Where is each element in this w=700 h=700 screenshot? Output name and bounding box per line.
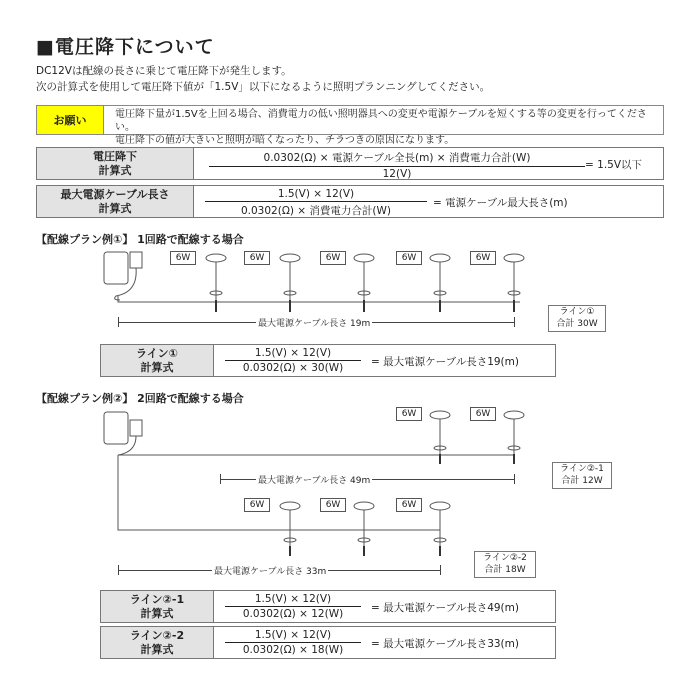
formula-result: = 最大電源ケーブル長さ19(m) (371, 356, 519, 368)
formula-denominator: 12(V) (382, 168, 412, 180)
formula-label (101, 627, 214, 658)
page-title: ■電圧降下について (36, 36, 215, 58)
cable-length-label-1: 最大電源ケーブル長さ 49m (256, 473, 372, 486)
power-supply-icon-1 (104, 252, 142, 300)
watt-label: 6W (396, 407, 422, 421)
watt-label: 6W (244, 251, 270, 265)
line-summary-box (474, 551, 536, 578)
dimension-tick (514, 474, 515, 484)
note-label: お願い (36, 105, 104, 135)
formula-denominator: 0.0302(Ω) × 消費電力合計(W) (240, 205, 391, 217)
formula-label-line-1: ライン① (136, 346, 178, 360)
formula-label-line-1: ライン②-2 (129, 628, 185, 642)
watt-label: 6W (244, 498, 270, 512)
formula-numerator: 0.0302(Ω) × 電源ケーブル全長(m) × 消費電力合計(W) (209, 150, 585, 167)
line-name: ライン②-2 (483, 553, 527, 563)
formula-denominator: 0.0302(Ω) × 30(W) (242, 362, 344, 374)
plan2-formula-1 (100, 590, 556, 623)
power-supply-icon-2 (104, 412, 142, 455)
formula-fraction (225, 593, 361, 620)
intro-line-2: 次の計算式を使用して電圧降下値が「1.5V」以下になるように照明プランニングしてください。 (36, 81, 491, 93)
plan1-cable (118, 296, 520, 302)
line-name: ライン① (559, 307, 595, 317)
formula-label-line-1: 最大電源ケーブル長さ (60, 187, 170, 201)
formula-denominator: 0.0302(Ω) × 12(W) (242, 608, 344, 620)
formula-label (101, 345, 214, 376)
plan2-cable-2 (118, 455, 440, 530)
line-total: 合計 18W (484, 565, 526, 575)
plan1-formula (100, 344, 556, 377)
cable-length-label-2: 最大電源ケーブル長さ 33m (212, 564, 328, 577)
formula-label-line-1: ライン②-1 (129, 592, 185, 606)
formula-result: = 1.5V以下 (585, 159, 643, 171)
formula-numerator: 1.5(V) × 12(V) (225, 347, 361, 361)
line-summary-box (552, 462, 612, 489)
formula-numerator: 1.5(V) × 12(V) (225, 629, 361, 643)
formula-label-line-2: 計算式 (140, 360, 174, 374)
line-name: ライン②-1 (560, 464, 604, 474)
watt-label: 6W (470, 407, 496, 421)
formula-label (101, 591, 214, 622)
formula-numerator: 1.5(V) × 12(V) (205, 188, 427, 202)
formula-result: = 最大電源ケーブル長さ33(m) (371, 638, 519, 650)
formula-fraction (225, 347, 361, 374)
intro-line-1: DC12Vは配線の長さに乗じて電圧降下が発生します。 (36, 65, 292, 77)
formula-fraction (225, 629, 361, 656)
plan1-heading: 【配線プラン例①】 1回路で配線する場合 (36, 233, 244, 246)
formula-label-line-2: 計算式 (98, 201, 132, 215)
formula-label-line-2: 計算式 (140, 642, 174, 656)
watt-label: 6W (396, 251, 422, 265)
formula-result: = 最大電源ケーブル長さ49(m) (371, 602, 519, 614)
dimension-tick (440, 565, 441, 575)
line-total: 合計 30W (556, 319, 598, 329)
watt-label: 6W (470, 251, 496, 265)
formula-label-line-2: 計算式 (98, 163, 132, 177)
dimension-tick (514, 317, 515, 327)
watt-label: 6W (170, 251, 196, 265)
cable-length-label: 最大電源ケーブル長さ 19m (256, 316, 372, 329)
note-line-1: 電圧降下量が1.5Vを上回る場合、消費電力の低い照明器具への変更や電源ケーブルを短くする等の変更を行ってください。 (115, 109, 647, 133)
formula-label-line-1: 電圧降下 (93, 149, 137, 163)
note-line-2: 電圧降下の値が大きいと照明が暗くなったり、チラつきの原因になります。 (115, 135, 455, 146)
line-total: 合計 12W (561, 476, 603, 486)
plan2-formula-2 (100, 626, 556, 659)
formula-numerator: 1.5(V) × 12(V) (225, 593, 361, 607)
plan2-heading: 【配線プラン例②】 2回路で配線する場合 (36, 392, 244, 405)
line-summary-box (548, 305, 606, 332)
watt-label: 6W (320, 251, 346, 265)
formula-label-line-2: 計算式 (140, 606, 174, 620)
watt-label: 6W (396, 498, 422, 512)
formula-denominator: 0.0302(Ω) × 18(W) (242, 644, 344, 656)
watt-label: 6W (320, 498, 346, 512)
formula-result: = 電源ケーブル最大長さ(m) (433, 197, 568, 209)
